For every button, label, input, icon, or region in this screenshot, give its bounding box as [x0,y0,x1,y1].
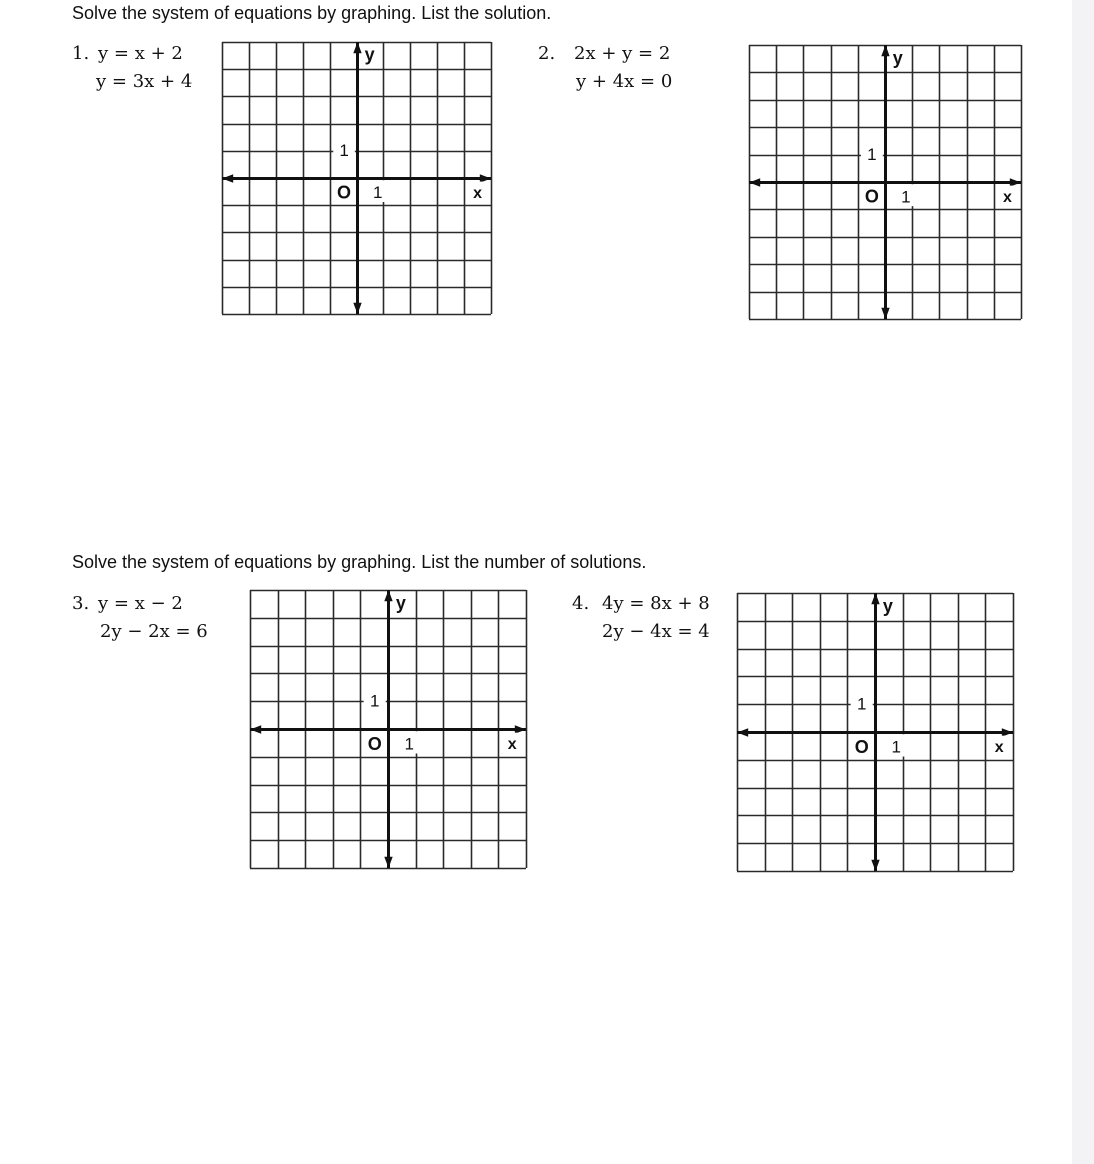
problem-1 [72,40,192,96]
problem-number: 1. [72,43,90,64]
section-2-instruction: Solve the system of equations by graphing. List the number of solutions. [72,552,647,572]
problem-number: 4. [572,593,590,614]
equation-1: 4y = 8x + 8 [602,593,710,614]
x-tick-label: 1 [404,734,414,754]
coordinate-grid-4[interactable] [737,593,1013,871]
y-axis-label: y [882,595,893,616]
grid-svg [250,590,526,868]
equation-2: y + 4x = 0 [576,71,673,92]
coordinate-grid-1[interactable] [222,42,491,314]
problem-3 [72,590,208,646]
x-axis-label: x [1002,188,1012,206]
x-tick-label: 1 [891,737,901,757]
equation-1: y = x + 2 [98,43,183,64]
equation-2: 2y − 2x = 6 [100,621,208,642]
x-tick-label: 1 [372,183,383,203]
y-tick-label: 1 [369,691,380,711]
problem-2 [538,40,672,96]
y-tick-label: 1 [867,144,877,164]
origin-label: O [864,186,879,207]
x-tick-label: 1 [901,187,911,207]
grid-svg [737,593,1013,871]
y-axis-label: y [395,592,406,613]
origin-label: O [367,733,382,754]
y-tick-label: 1 [856,694,867,714]
section-1-instruction: Solve the system of equations by graphing. List the solution. [72,3,552,23]
y-axis-label: y [892,47,903,68]
origin-label: O [337,182,352,203]
x-axis-label: x [994,739,1004,757]
grid-svg [222,42,491,314]
coordinate-grid-2[interactable] [749,45,1021,319]
problem-number: 2. [538,43,556,64]
grid-svg [749,45,1021,319]
origin-label: O [854,736,869,757]
problem-4 [572,590,710,646]
coordinate-grid-3[interactable] [250,590,526,868]
equation-2: y = 3x + 4 [96,71,193,92]
x-axis-label: x [507,736,517,754]
equation-2: 2y − 4x = 4 [602,621,710,642]
y-axis-label: y [364,44,375,65]
y-tick-label: 1 [339,141,349,161]
equation-1: y = x − 2 [98,593,183,614]
x-axis-label: x [473,184,483,202]
problem-number: 3. [72,593,90,614]
equation-1: 2x + y = 2 [574,43,671,64]
